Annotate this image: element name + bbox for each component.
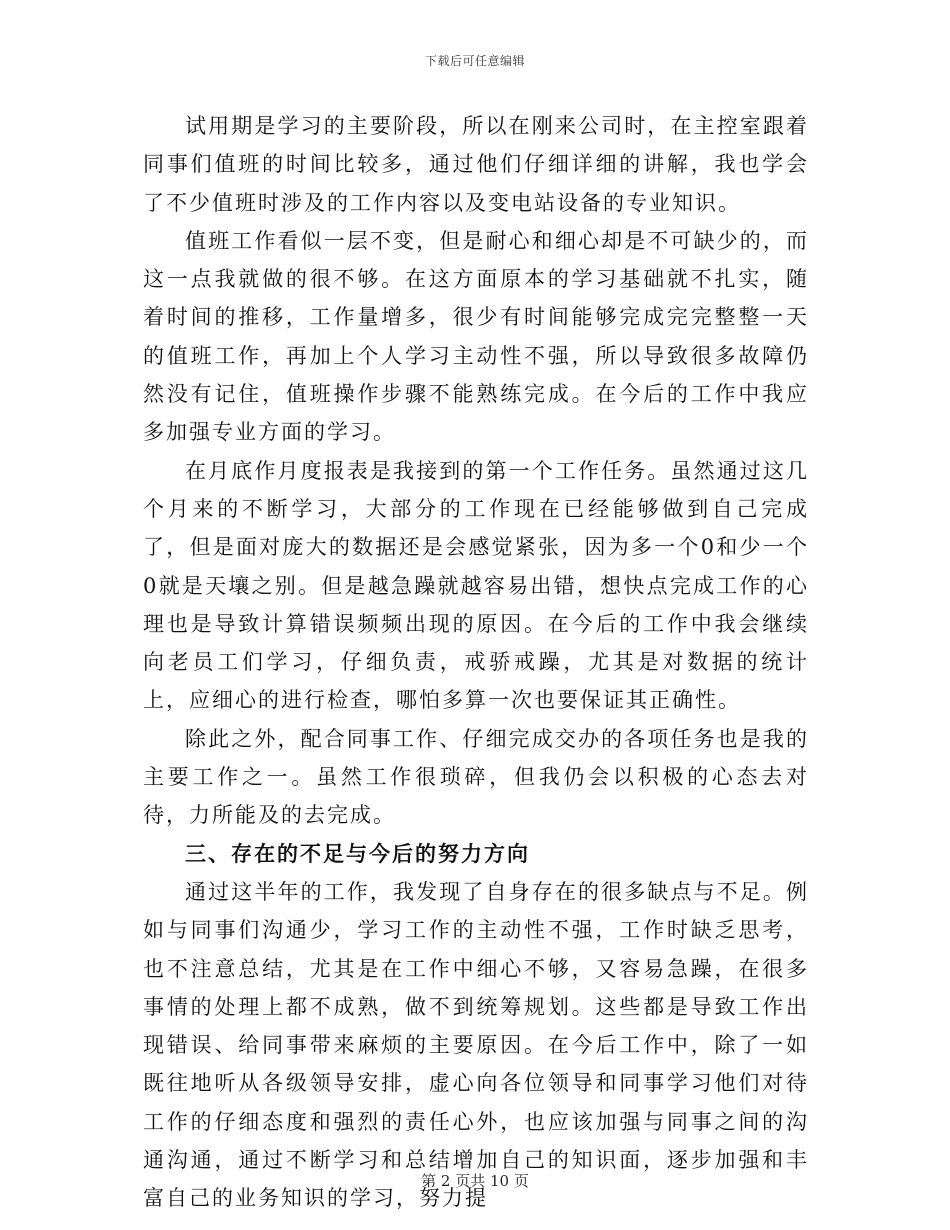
paragraph-probation-study: 试用期是学习的主要阶段，所以在刚来公司时，在主控室跟着同事们值班的时间比较多，通过他们仔细详细的讲解，我也学会了不少值班时涉及的工作内容以及变电站设备的专业知识。 xyxy=(143,114,809,215)
page-header-note: 下载后可任意编辑 xyxy=(424,54,525,68)
paragraph-cooperation: 除此之外，配合同事工作、仔细完成交办的各项任务也是我的主要工作之一。虽然工作很琐碎，但我仍会以积极的心态去对待，力所能及的去完成。 xyxy=(143,726,809,828)
section-heading: 三、存在的不足与今后的努力方向 xyxy=(185,841,530,866)
document-body xyxy=(143,107,809,1218)
paragraph-monthly-report: 在月底作月度报表是我接到的第一个工作任务。虽然通过这几个月来的不断学习，大部分的工作现在已经能够做到自己完成了，但是面对庞大的数据还是会感觉紧张，因为多一个0和少一个0就是天壤之别。但是越急躁就越容易出错，想快点完成工作的心理也是导致计算错误频频出现的原因。在今后的工作中我会继续向老员工们学习，仔细负责，戒骄戒躁，尤其是对数据的统计上，应细心的进行检查，哪怕多算一次也要保证其正确性。 xyxy=(143,458,809,713)
paragraph-shortcomings: 通过这半年的工作，我发现了自身存在的很多缺点与不足。例如与同事们沟通少，学习工作的主动性不强，工作时缺乏思考，也不注意总结，尤其是在工作中细心不够，又容易急躁，在很多事情的处理上都不成熟，做不到统筹规划。这些都是导致工作出现错误、给同事带来麻烦的主要原因。在今后工作中，除了一如既往地听从各级领导安排，虚心向各位领导和同事学习他们对待工作的仔细态度和强烈的责任心外，也应该加强与同事之间的沟通沟通，通过不断学习和总结增加自己的知识面，逐步加强和丰富自己的业务知识的学习，努力提 xyxy=(143,879,809,1211)
page-number: 第 2 页共 10 页 xyxy=(421,1172,529,1190)
paragraph-duty-work: 值班工作看似一层不变，但是耐心和细心却是不可缺少的，而这一点我就做的很不够。在这方面原本的学习基础就不扎实，随着时间的推移，工作量增多，很少有时间能够完成完完整整一天的值班工作，再加上个人学习主动性不强，所以导致很多故障仍然没有记住，值班操作步骤不能熟练完成。在今后的工作中我应多加强专业方面的学习。 xyxy=(143,228,809,445)
